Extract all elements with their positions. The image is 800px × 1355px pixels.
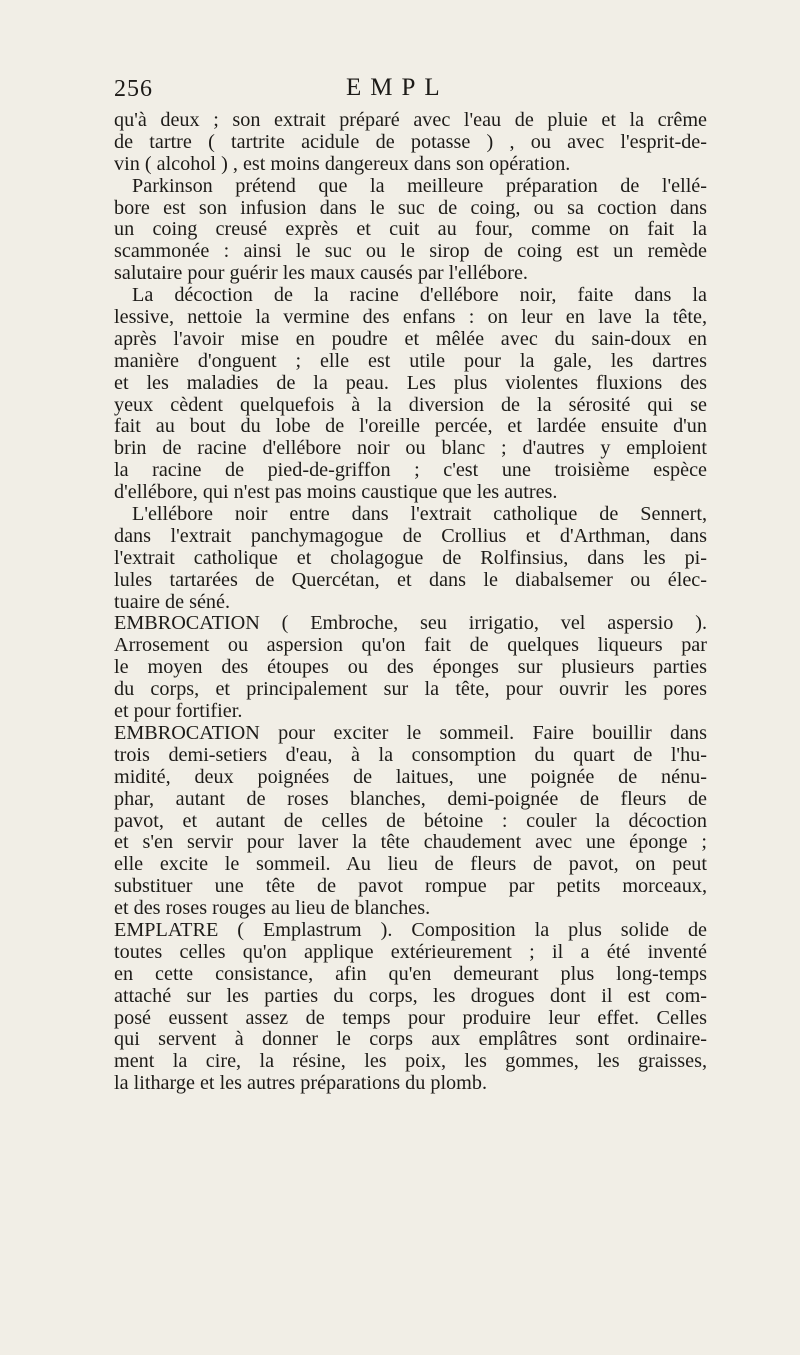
running-head: EMPL xyxy=(346,74,449,101)
text-line: EMPLATRE ( Emplastrum ). Composition la plus solide de xyxy=(114,918,707,941)
text-line: posé eussent assez de temps pour produire leur effet. Celles xyxy=(114,1006,707,1029)
text-line: bore est son infusion dans le suc de coing, ou sa coction dans xyxy=(114,196,707,219)
text-line: La décoction de la racine d'ellébore noir, faite dans la xyxy=(132,284,707,307)
text-line: manière d'onguent ; elle est utile pour la gale, les dartres xyxy=(114,349,707,372)
text-line: elle excite le sommeil. Au lieu de fleurs de pavot, on peut xyxy=(114,853,707,876)
text-line: dans l'extrait panchymagogue de Crollius et d'Arthman, dans xyxy=(114,524,707,547)
text-line: qu'à deux ; son extrait préparé avec l'eau de pluie et la crême xyxy=(114,109,707,131)
text-line: toutes celles qu'on applique extérieurement ; il a été inventé xyxy=(114,940,707,963)
text-line: pavot, et autant de celles de bétoine : couler la décoction xyxy=(114,809,707,832)
text-line: et s'en servir pour laver la tête chaudement avec une éponge ; xyxy=(114,831,707,854)
text-line: la litharge et les autres préparations du plomb. xyxy=(114,1072,487,1095)
text-line: un coing creusé exprès et cuit au four, comme on fait la xyxy=(114,218,707,241)
text-line: midité, deux poignées de laitues, une poignée de nénu- xyxy=(114,765,707,788)
text-line: EMBROCATION pour exciter le sommeil. Faire bouillir dans xyxy=(114,721,707,744)
text-line: fait au bout du lobe de l'oreille percée, et lardée ensuite d'un xyxy=(114,415,707,438)
text-line: brin de racine d'ellébore noir ou blanc ; d'autres y emploient xyxy=(114,437,707,460)
text-line: après l'avoir mise en poudre et mêlée avec du sain-doux en xyxy=(114,327,707,350)
text-line: phar, autant de roses blanches, demi-poignée de fleurs de xyxy=(114,787,707,810)
text-line: L'ellébore noir entre dans l'extrait catholique de Sennert, xyxy=(132,503,707,526)
text-line: l'extrait catholique et cholagogue de Rolfinsius, dans les pi- xyxy=(114,546,707,569)
text-line: le moyen des étoupes ou des éponges sur plusieurs parties xyxy=(114,656,707,679)
text-line: substituer une tête de pavot rompue par petits morceaux, xyxy=(114,875,707,898)
text-line: d'ellébore, qui n'est pas moins caustique que les autres. xyxy=(114,481,558,504)
text-line: en cette consistance, afin qu'en demeurant plus long-temps xyxy=(114,962,707,985)
text-line: lules tartarées de Quercétan, et dans le diabalsemer ou élec- xyxy=(114,568,707,591)
text-line: et des roses rouges au lieu de blanches. xyxy=(114,897,431,920)
page-number: 256 xyxy=(114,76,153,102)
text-line: scammonée : ainsi le suc ou le sirop de coing est un remède xyxy=(114,240,707,263)
text-line: et pour fortifier. xyxy=(114,700,243,723)
text-line: lessive, nettoie la vermine des enfans : on leur en lave la tête, xyxy=(114,306,707,329)
text-line: tuaire de séné. xyxy=(114,590,231,613)
text-line: Arrosement ou aspersion qu'on fait de quelques liqueurs par xyxy=(114,634,707,657)
text-line: salutaire pour guérir les maux causés par l'ellébore. xyxy=(114,262,528,285)
body-text xyxy=(114,110,707,1095)
text-line: yeux cèdent quelquefois à la diversion de la sérosité qui se xyxy=(114,393,707,416)
text-line: de tartre ( tartrite acidule de potasse ) , ou avec l'esprit-de- xyxy=(114,130,707,153)
page-header xyxy=(114,72,707,110)
text-line: EMBROCATION ( Embroche, seu irrigatio, vel aspersio ). xyxy=(114,612,707,635)
text-line: ment la cire, la résine, les poix, les gommes, les graisses, xyxy=(114,1050,707,1073)
text-line: du corps, et principalement sur la tête, pour ouvrir les pores xyxy=(114,678,707,701)
text-line: attaché sur les parties du corps, les drogues dont il est com- xyxy=(114,984,707,1007)
text-line: vin ( alcohol ) , est moins dangereux dans son opération. xyxy=(114,152,571,175)
text-line: la racine de pied-de-griffon ; c'est une troisième espèce xyxy=(114,459,707,482)
text-line: qui servent à donner le corps aux emplâtres sont ordinaire- xyxy=(114,1028,707,1051)
text-line: et les maladies de la peau. Les plus violentes fluxions des xyxy=(114,371,707,394)
text-line: trois demi-setiers d'eau, à la consomption du quart de l'hu- xyxy=(114,743,707,766)
text-line: Parkinson prétend que la meilleure préparation de l'ellé- xyxy=(132,174,707,197)
